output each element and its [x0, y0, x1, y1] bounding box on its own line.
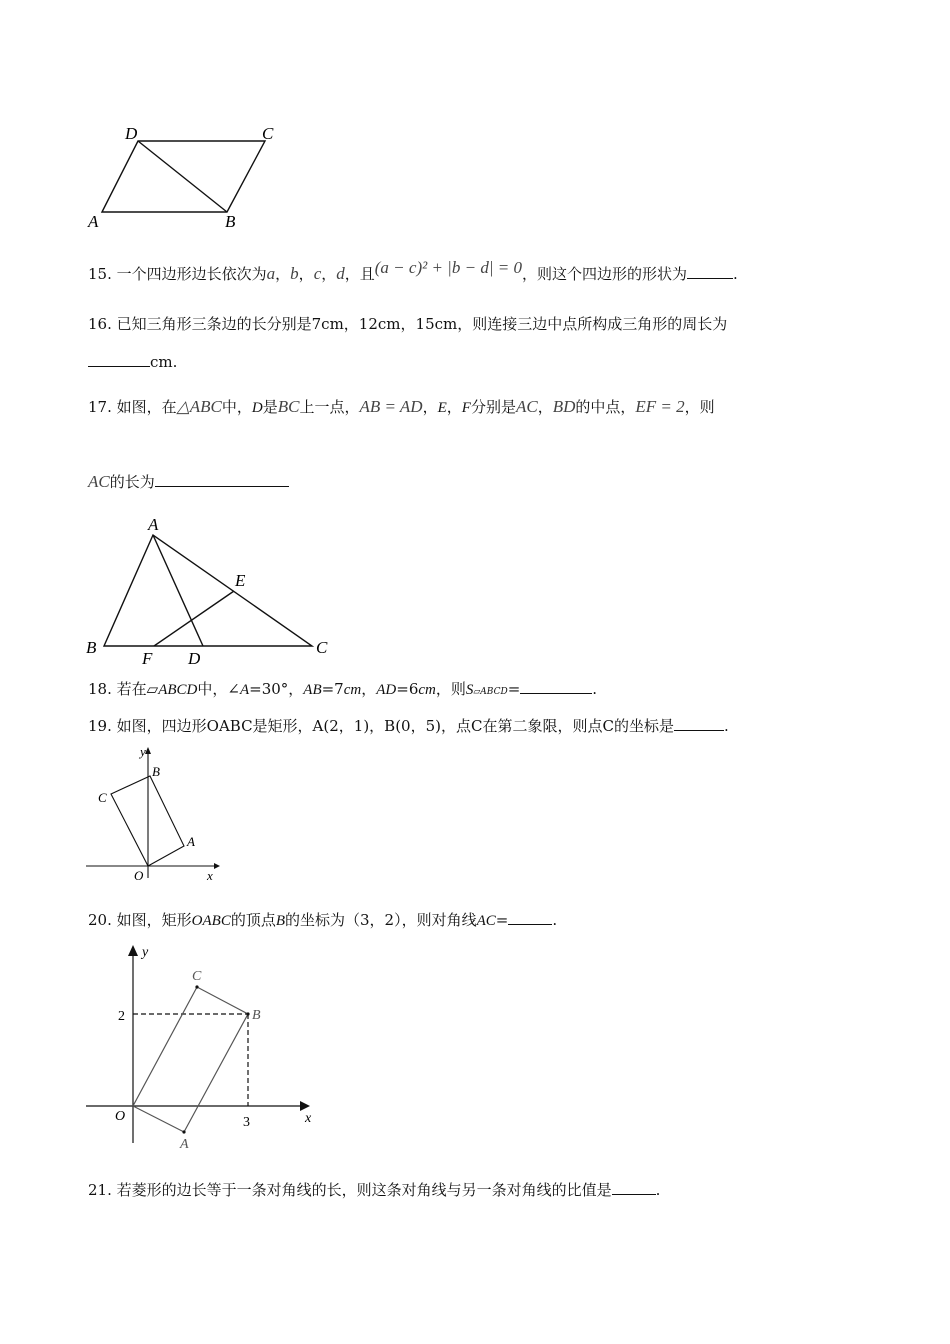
q17-p2: 中， [221, 398, 252, 416]
q21-end: . [655, 1181, 661, 1199]
label-B: B [86, 638, 97, 657]
q17-p1: 如图，在 [116, 398, 177, 416]
q18-answer-blank[interactable] [520, 679, 592, 694]
q18-AB: AB [303, 682, 322, 698]
q17-BD: BD [552, 397, 576, 416]
q17-p9: 的中点， [575, 398, 636, 416]
label-A: A [187, 834, 195, 849]
label-F: F [142, 649, 153, 668]
q17-D: D [251, 400, 263, 416]
q17-BC: BC [277, 397, 300, 416]
q15-sep1: ， [275, 265, 291, 283]
q18-parallelogram-symbol: ▱ [146, 680, 159, 698]
q21-text: 若菱形的边长等于一条对角线的长，则这条对角线与另一条对角线的比值是 [116, 1181, 612, 1199]
label-A: A [148, 515, 159, 534]
x-axis-arrow [300, 1101, 310, 1111]
q18-cm2: cm [418, 682, 436, 698]
q17-triangle: △ABC [176, 397, 222, 416]
q15-end: . [732, 265, 738, 283]
point-C [195, 985, 198, 988]
q18-cm1: cm [343, 682, 362, 698]
label-x: x [207, 868, 213, 883]
q18-S: S [465, 682, 474, 698]
point-B [246, 1012, 249, 1015]
q18-end: . [592, 680, 598, 698]
q19-end: . [723, 717, 729, 735]
q15-answer-blank[interactable] [687, 264, 733, 279]
q20-p3: 的坐标为（3，2），则对角线 [285, 911, 477, 929]
rectangle-oabc [133, 987, 248, 1132]
q17-p11: 的长为 [109, 473, 155, 491]
q18-A: A [239, 682, 250, 698]
label-D: D [188, 649, 201, 668]
q15-formula: (a − c)² + |b − d| = 0 [374, 258, 522, 277]
q21-answer-blank[interactable] [612, 1180, 656, 1195]
q17-p5: ， [422, 398, 438, 416]
question-15 [88, 258, 738, 284]
question-16-line2 [88, 352, 177, 372]
q20-p1: 如图，矩形 [116, 911, 192, 929]
q16-text: 已知三角形三条边的长分别是7cm，12cm，15cm，则连接三边中点所构成三角形的周长为 [116, 315, 728, 333]
y-axis-arrow [128, 945, 138, 956]
q18-p2: 中，∠ [197, 680, 240, 698]
q20-AC: AC [476, 913, 496, 929]
q15-sep2: ， [298, 265, 314, 283]
diagonal-db [138, 141, 227, 212]
y-axis-arrow [145, 747, 151, 754]
q21-number: 21. [88, 1181, 112, 1199]
label-3: 3 [243, 1115, 250, 1130]
label-E: E [235, 571, 246, 590]
q20-p2: 的顶点 [230, 911, 276, 929]
q16-number: 16. [88, 315, 112, 333]
q18-p6: =6 [396, 680, 419, 698]
label-x: x [305, 1111, 312, 1126]
q17-p10: ，则 [684, 398, 715, 416]
q17-F: F [461, 400, 471, 416]
q17-p4: 上一点， [299, 398, 360, 416]
label-A: A [180, 1137, 189, 1152]
question-20 [88, 910, 557, 931]
question-17 [88, 397, 715, 418]
label-D: D [125, 124, 138, 143]
label-y: y [142, 945, 149, 960]
label-O: O [134, 868, 144, 883]
q20-OABC: OABC [191, 913, 231, 929]
rectangle-axes-figure-2 [80, 938, 330, 1153]
q17-number: 17. [88, 398, 112, 416]
label-O: O [115, 1109, 126, 1124]
q17-eq1: AB = AD [359, 397, 423, 416]
q18-subscript: ▱ABCD [473, 687, 508, 697]
x-axis-arrow [214, 863, 220, 869]
q20-end: . [552, 911, 558, 929]
q20-answer-blank[interactable] [508, 910, 552, 925]
q18-p1: 若在 [116, 680, 147, 698]
q15-sep3: ， [321, 265, 337, 283]
q18-ABCD: ABCD [158, 682, 198, 698]
triangle-figure [80, 510, 340, 670]
q19-number: 19. [88, 717, 112, 735]
point-A [182, 1130, 185, 1133]
q15-and: ，且 [344, 265, 375, 283]
q17-p3: 是 [262, 398, 278, 416]
label-B: B [152, 764, 160, 779]
q17-eq2: EF = 2 [635, 397, 685, 416]
q19-text: 如图，四边形OABC是矩形，A(2，1)，B(0，5)，点C在第二象限，则点C的坐标是 [116, 717, 674, 735]
q16-answer-blank[interactable] [88, 352, 150, 367]
q18-p4: =7 [321, 680, 344, 698]
question-18 [88, 679, 597, 702]
q17-p7: 分别是 [470, 398, 516, 416]
label-C: C [262, 124, 274, 143]
q18-p7: ，则 [435, 680, 466, 698]
q17-E: E [437, 400, 447, 416]
rectangle-axes-figure-1 [80, 742, 230, 887]
parallelogram-figure [80, 120, 290, 235]
q18-p5: ， [361, 680, 377, 698]
q18-p8: = [507, 680, 521, 698]
q20-B: B [275, 913, 286, 929]
q15-var-d: d [336, 264, 345, 283]
label-B: B [252, 1008, 261, 1023]
question-19 [88, 716, 729, 736]
q17-p6: ， [446, 398, 462, 416]
triangle-outline [104, 535, 312, 646]
question-17-line2 [88, 472, 289, 492]
q20-p4: = [495, 911, 509, 929]
q15-var-b: b [290, 264, 299, 283]
q16-unit: cm. [150, 353, 178, 371]
q15-pre: 一个四边形边长依次为 [116, 265, 267, 283]
label-C: C [98, 790, 107, 805]
q15-var-c: c [313, 264, 322, 283]
q18-p3: =30°， [249, 680, 304, 698]
label-A: A [88, 212, 99, 231]
q15-var-a: a [266, 264, 276, 283]
q17-AC: AC [515, 397, 538, 416]
question-21 [88, 1180, 660, 1200]
label-C: C [192, 969, 202, 984]
q20-number: 20. [88, 911, 112, 929]
q18-AD: AD [376, 682, 397, 698]
segment-fe [154, 591, 234, 646]
q15-post: ，则这个四边形的形状为 [521, 265, 687, 283]
q17-AC-2: AC [88, 472, 110, 491]
question-16 [88, 314, 727, 334]
q18-number: 18. [88, 680, 112, 698]
label-C: C [316, 638, 328, 657]
q19-answer-blank[interactable] [674, 716, 724, 731]
q15-number: 15. [88, 265, 112, 283]
q17-answer-blank[interactable] [155, 472, 289, 487]
label-y: y [140, 744, 146, 759]
q17-p8: ， [537, 398, 553, 416]
label-B: B [225, 212, 236, 231]
label-2: 2 [118, 1009, 125, 1024]
